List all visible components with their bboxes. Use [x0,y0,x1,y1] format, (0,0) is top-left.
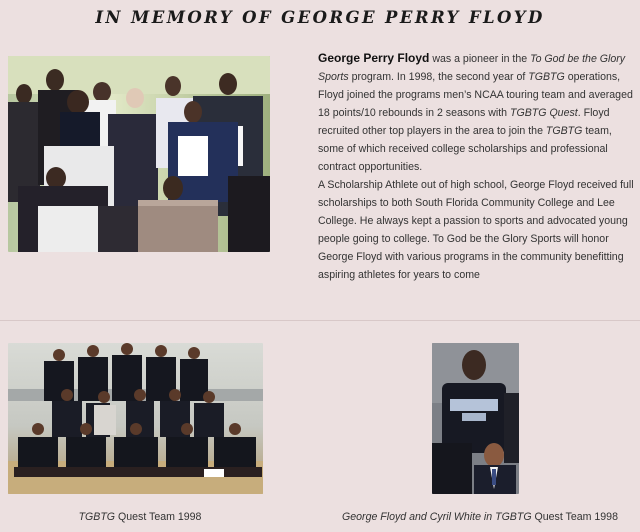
quest-word: Quest [546,107,578,119]
caption-team-text: Quest Team 1998 [115,511,202,523]
program-abbr-2: TGBTG [545,125,583,137]
bio-text-4: . Floyd recruited other top players in the area to join the [318,107,610,137]
bio-text-3: operations, Floyd joined the programs men’s NCAA touring team and averaged 18 points/10 rebounds in 2 seasons with [318,71,633,119]
floyd-white-photo [432,343,519,494]
bio-paragraph-2: A Scholarship Athlete out of high school, George Floyd received full scholarships to both South Florida Community College and Lee College. He always kept a passion to sports and advocated young people going to college. To God be the Glory Sports will honor George Floyd with various programs in the community benefitting aspiring athletes for years to come [318,179,634,281]
quest-abbr: TGBTG [510,107,547,119]
program-name: To God be the Glory Sports [318,53,626,83]
caption-abbr: TGBTG [78,511,116,523]
team-photo-caption [0,511,280,523]
team-photo [8,343,263,494]
caption-pair-text: Quest Team 1998 [531,511,618,523]
program-abbr: TGBTG [528,71,565,83]
bio-text-5: team, some of which received college scholarships and professional contract opportunities. [318,125,612,173]
caption-pair-names: George Floyd and Cyril White in TGBTG [342,511,532,523]
bio-text-2: program. In 1998, the second year of [348,71,529,83]
bio-text-1: was a pioneer in the [429,53,531,65]
pair-photo-caption [320,511,640,523]
bio-text [318,49,636,284]
bio-name: George Perry Floyd [318,51,430,65]
group-photo [8,56,270,252]
page-title: IN MEMORY OF GEORGE PERRY FLOYD [95,8,545,27]
bio-paragraph-1 [318,49,636,176]
section-divider [0,320,640,321]
